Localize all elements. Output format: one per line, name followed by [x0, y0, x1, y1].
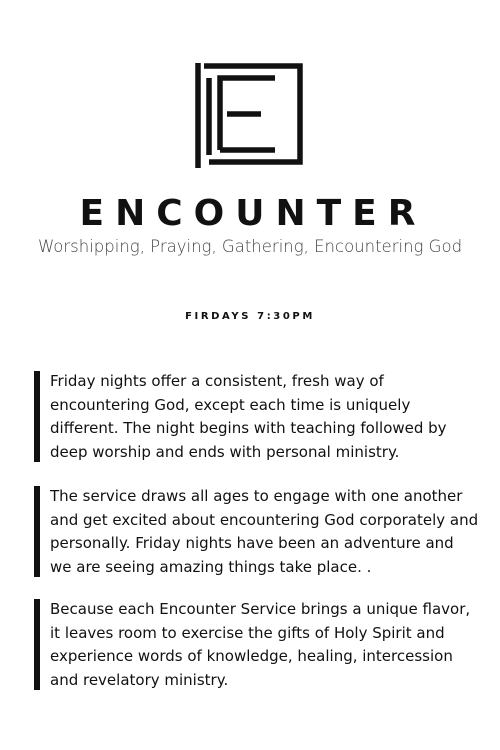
info-section-2 — [34, 485, 479, 580]
encounter-logo-icon — [195, 60, 305, 170]
logo-mark — [195, 60, 305, 170]
section-paragraph: Because each Encounter Service brings a unique flavor, it leaves room to exercise the gifts of Holy Spirit and experience words of knowledge, healing, intercession and revelatory ministry. — [50, 600, 471, 689]
schedule-text: FIRDAYS 7:30PM — [185, 311, 315, 322]
section-accent-bar — [34, 486, 40, 577]
section-accent-bar — [34, 371, 40, 462]
tagline: Worshipping, Praying, Gathering, Encountering God — [37, 237, 463, 256]
page-title: ENCOUNTER — [79, 193, 427, 234]
section-accent-bar — [34, 599, 40, 690]
section-paragraph: Friday nights offer a consistent, fresh way of encountering God, except each time is uniquely different. The night begins with teaching followed by deep worship and ends with personal ministry. — [50, 372, 447, 461]
section-paragraph: The service draws all ages to engage with one another and get excited about encountering God corporately and personally. Friday nights have been an adventure and we are seeing amazing things take place. . — [50, 487, 479, 576]
info-section-3 — [34, 598, 474, 693]
info-section-1 — [34, 370, 474, 465]
